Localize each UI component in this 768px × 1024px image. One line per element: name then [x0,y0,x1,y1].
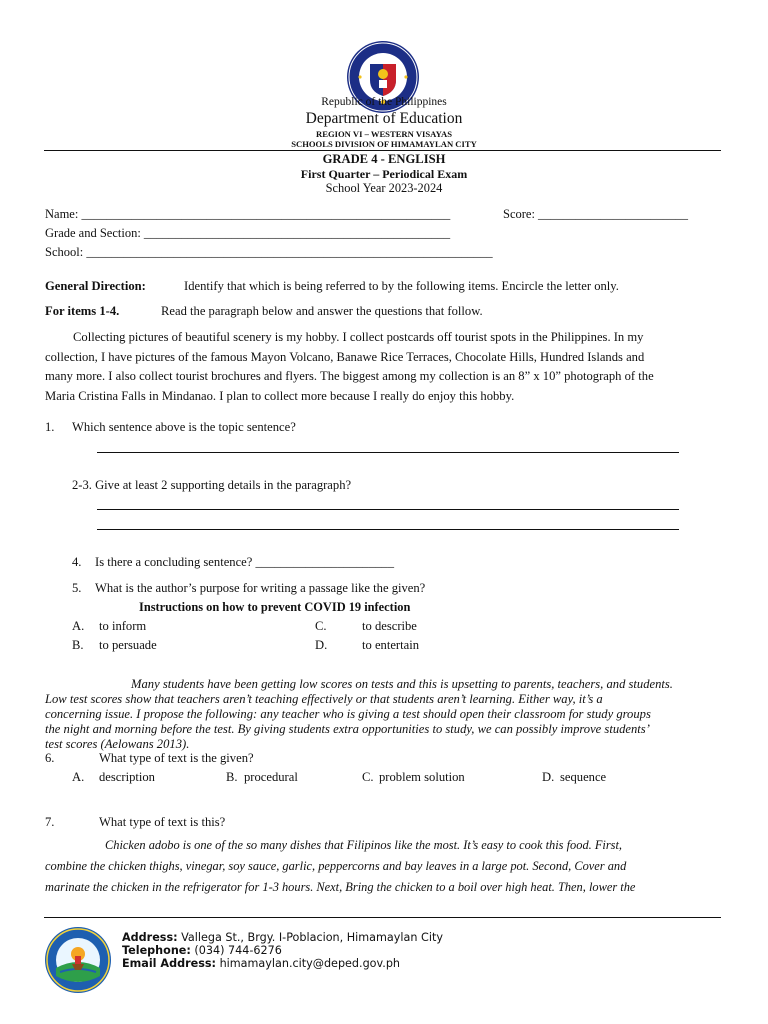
q6-option-c-letter: C. [362,770,374,784]
division-seal-logo [44,926,112,994]
republic-text: Republic of the Philippines [321,96,447,108]
q6-option-b: procedural [244,770,298,784]
passage-line: collection, I have pictures of the famous Mayon Volcano, Banawe Rice Terraces, Chocolate Hills, Hundred Islands and [45,349,645,364]
footer-telephone-row [122,944,443,957]
passage-line: Collecting pictures of beautiful scenery is my hobby. I collect postcards off tourist spots in the Philippines. In my [73,330,644,344]
school-field: School: _________________________________________________________________ [45,245,493,259]
footer-contact [122,931,443,970]
items-label: For items 1-4. [45,304,120,318]
passage-line: Many students have been getting low scores on tests and this is upsetting to parents, teachers, and students. [131,677,673,691]
footer-address-row [122,931,443,944]
q5-option-b: to persuade [99,638,157,652]
address-label: Address: [122,931,178,944]
q6-number: 6. [45,751,55,765]
score-field: Score: ________________________ [503,207,689,221]
footer-email-row [122,957,443,970]
q5-number: 5. [72,581,82,595]
passage-adobo [45,835,745,898]
passage-line: many more. I also collect tourist brochures and flyers. The biggest among my collection is an 8” x 10” photograph of the [45,369,654,383]
header-divider [44,150,721,151]
school-year: School Year 2023-2024 [325,181,443,195]
q1-answer-line [97,452,679,453]
passage-line: combine the chicken thighs, vinegar, soy sauce, garlic, peppercorns and bay leaves in a large pot. Second, Cover and [45,859,627,873]
division-text: SCHOOLS DIVISION OF HIMAMAYLAN CITY [291,139,477,149]
q23-answer-line-1 [97,509,679,510]
q5-option-a: to inform [99,619,147,633]
telephone-label: Telephone: [122,944,191,957]
q6-option-c: problem solution [379,770,465,784]
passage-line: marinate the chicken in the refrigerator for 1-3 hours. Next, Bring the chicken to a boil over high heat. Then, lower the [45,880,636,894]
passage-line: Chicken adobo is one of the so many dishes that Filipinos like the most. It’s easy to cook this food. First, [105,838,623,852]
quarter-title: First Quarter – Periodical Exam [300,167,468,181]
general-direction-label: General Direction: [45,279,146,293]
passage-line: Low test scores show that teachers aren’t teaching effectively or that students aren’t learning. Either way, it’s a [45,692,603,706]
q5-option-b-letter: B. [72,638,84,652]
q7-number: 7. [45,815,55,829]
q6-text: What type of text is the given? [99,751,254,765]
items-instruction: Read the paragraph below and answer the questions that follow. [161,304,483,318]
passage-line: test scores (Aelowans 2013). [45,737,190,751]
department-title: Department of Education [305,110,463,127]
q4-number: 4. [72,555,82,569]
email-label: Email Address: [122,957,216,970]
q5-option-d-letter: D. [315,638,328,652]
q6-option-b-letter: B. [226,770,238,784]
q23-answer-line-2 [97,529,679,530]
passage-line: Maria Cristina Falls in Mindanao. I plan to collect more because I really do enjoy this hobby. [45,388,515,403]
q6-option-a-letter: A. [72,770,85,784]
passage-test-scores [45,677,735,752]
telephone-value: (034) 744-6276 [194,944,282,957]
q5-passage-title: Instructions on how to prevent COVID 19 infection [139,600,411,614]
address-value: Vallega St., Brgy. I-Poblacion, Himamaylan City [181,931,443,944]
grade-title: GRADE 4 - ENGLISH [322,152,446,166]
general-direction-text: Identify that which is being referred to by the following items. Encircle the letter only. [184,279,619,293]
grade-section-field: Grade and Section: _________________________________________________ [45,226,451,240]
passage-line: the night and morning before the test. By giving students extra opportunities to study, we can possibly improve students’ [45,722,650,736]
q6-option-a: description [99,770,155,784]
q5-option-a-letter: A. [72,619,85,633]
passage-hobby [45,328,735,406]
q6-option-d: sequence [560,770,607,784]
region-text: REGION VI – WESTERN VISAYAS [316,129,452,139]
q5-text: What is the author’s purpose for writing a passage like the given? [95,581,426,595]
q1-text: Which sentence above is the topic sentence? [72,420,296,434]
q1-number: 1. [45,420,55,434]
passage-line: concerning issue. I propose the following: any teacher who is giving a test should open their classroom for study groups [45,707,651,721]
q7-text: What type of text is this? [99,815,226,829]
q5-option-c-letter: C. [315,619,327,633]
footer-divider [44,917,721,918]
name-field: Name: ___________________________________________________________ [45,207,451,221]
q23-text: 2-3. Give at least 2 supporting details in the paragraph? [72,478,352,492]
q5-option-d: to entertain [362,638,419,652]
q5-option-c: to describe [362,619,417,633]
email-value: himamaylan.city@deped.gov.ph [219,957,401,970]
q4-text: Is there a concluding sentence? ______________________ [95,555,395,569]
q6-option-d-letter: D. [542,770,555,784]
